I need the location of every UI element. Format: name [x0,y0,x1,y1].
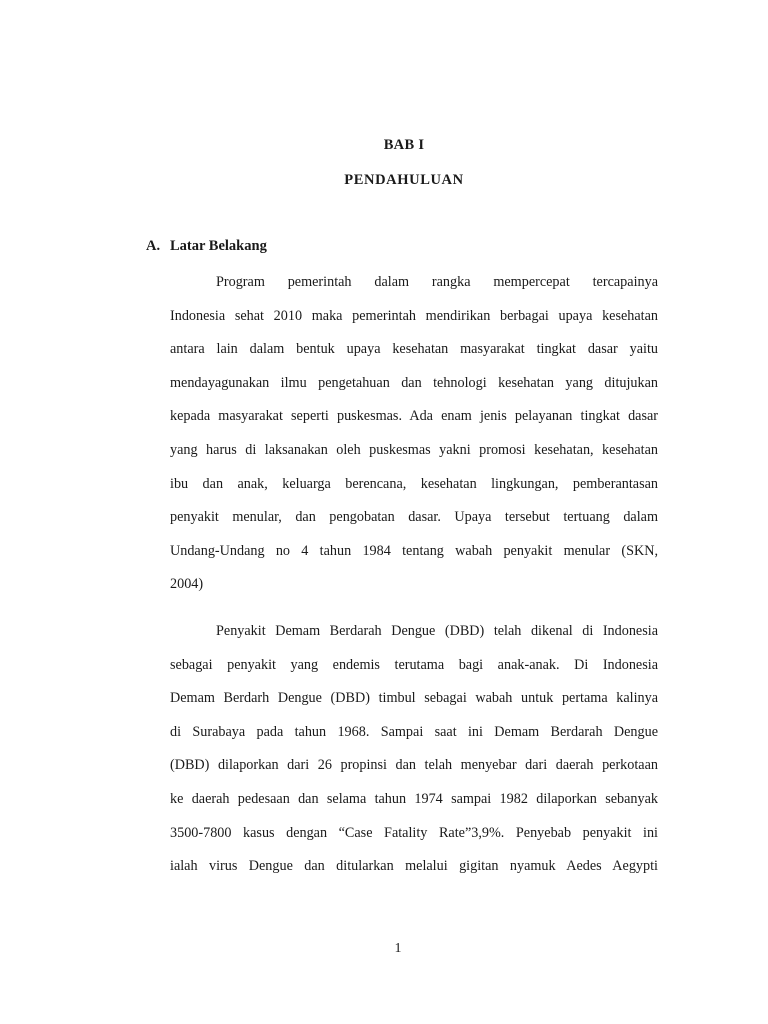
text-line: ke daerah pedesaan dan selama tahun 1974 sampai 1982 dilaporkan sebanyak [170,790,658,807]
text-line: (DBD) dilaporkan dari 26 propinsi dan telah menyebar dari daerah perkotaan [170,757,658,774]
text-line: Demam Berdarh Dengue (DBD) timbul sebagai wabah untuk pertama kalinya [170,690,658,707]
section-heading [146,238,267,255]
text-line: 2004) [170,576,204,593]
text-line: penyakit menular, dan pengobatan dasar. Upaya tersebut tertuang dalam [170,509,658,526]
text-line: yang harus di laksanakan oleh puskesmas yakni promosi kesehatan, kesehatan [170,441,658,458]
text-line: antara lain dalam bentuk upaya kesehatan masyarakat tingkat dasar yaitu [170,341,658,358]
text-line: kepada masyarakat seperti puskesmas. Ada enam jenis pelayanan tingkat dasar [170,408,658,425]
text-line: Indonesia sehat 2010 maka pemerintah mendirikan berbagai upaya kesehatan [170,307,658,324]
paragraph-2 [170,615,658,884]
chapter-title: PENDAHULUAN [344,172,464,188]
text-line: Undang-Undang no 4 tahun 1984 tentang wabah penyakit menular (SKN, [170,542,658,559]
text-line: Program pemerintah dalam rangka mempercepat tercapainya [216,274,658,290]
text-line: di Surabaya pada tahun 1968. Sampai saat ini Demam Berdarah Dengue [170,723,658,740]
text-line: sebagai penyakit yang endemis terutama bagi anak-anak. Di Indonesia [170,656,658,673]
section-title: Latar Belakang [170,238,267,254]
text-line: ibu dan anak, keluarga berencana, kesehatan lingkungan, pemberantasan [170,475,658,492]
page-number: 1 [394,941,402,956]
text-line: Penyakit Demam Berdarah Dengue (DBD) telah dikenal di Indonesia [216,623,658,639]
text-line: 3500-7800 kasus dengan “Case Fatality Rate”3,9%. Penyebab penyakit ini [170,824,658,841]
paragraph-1 [170,266,658,602]
chapter-number: BAB I [383,137,425,153]
section-letter: A. [146,238,161,254]
text-line: mendayagunakan ilmu pengetahuan dan tehnologi kesehatan yang ditujukan [170,374,658,391]
text-line: ialah virus Dengue dan ditularkan melalui gigitan nyamuk Aedes Aegypti [170,858,658,875]
